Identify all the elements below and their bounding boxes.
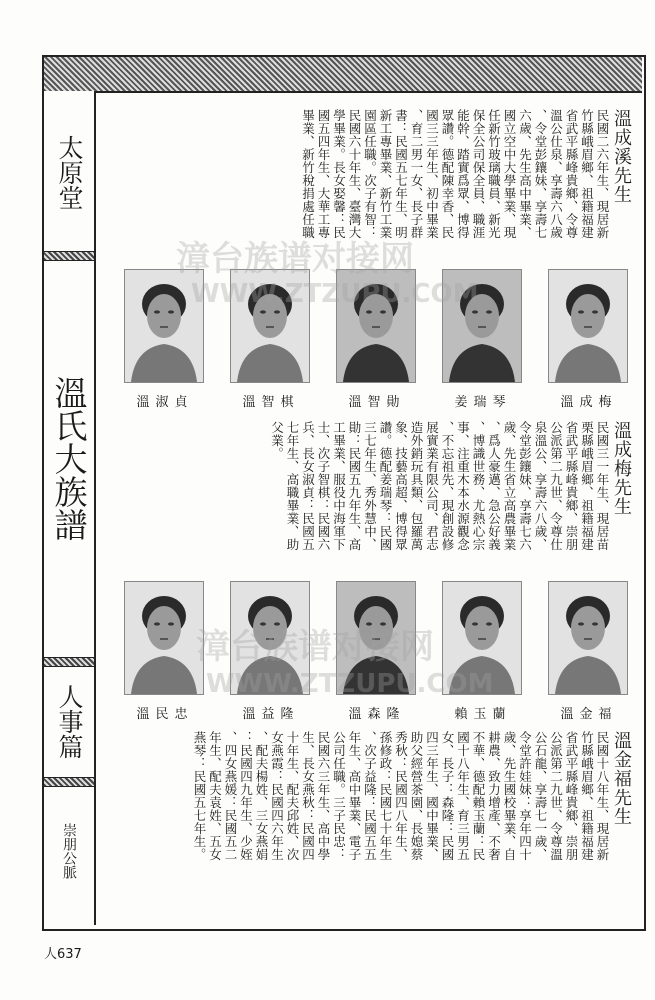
sidebar-section (44, 669, 94, 773)
bio-line: 造外銷玩具類、包羅萬 (409, 421, 424, 551)
bio-title-jinfu: 溫金福先生 (611, 731, 632, 826)
bio-line: ：民國四九年生、少姪 (238, 731, 254, 861)
bio-line: 、次子益隆：民國五五 (362, 731, 378, 861)
bio-line: 四三年生、國中畢業、 (424, 731, 440, 861)
bio-text-jinfu (192, 731, 611, 891)
sidebar-branch (44, 791, 94, 911)
bio-text-chengmei (269, 421, 610, 576)
portrait-caption: 溫智勛 (348, 395, 406, 410)
bio-line: 七年生、高職畢業、助 (285, 421, 300, 551)
bio-line: 國十八年生、育三男五 (455, 731, 471, 861)
portrait-photo (124, 581, 204, 695)
bio-line: 國五四年生、大華工專 (316, 109, 331, 239)
bio-line: 勛：民國五九年生、高 (347, 421, 362, 551)
bio-title-chengxi: 溫成溪先生 (611, 109, 632, 204)
bio-line: 公派第二九世、令尊溫 (548, 731, 564, 861)
bio-line: 竹縣峨眉鄉、祖籍福建 (579, 109, 595, 239)
bio-line: 民國六十年生、臺灣大 (347, 109, 362, 239)
sidebar-divider (44, 777, 94, 787)
top-decorative-band (44, 57, 642, 93)
bio-line: 、四女燕媛：民國五二 (223, 731, 238, 861)
watermark-cn: 漳台族谱对接网 (176, 239, 414, 279)
bio-line: 、爲人豪邁、急公好義 (486, 421, 502, 551)
sidebar-divider (44, 251, 94, 261)
bio-line: 國立空中大學畢業、現 (502, 109, 517, 239)
portrait-caption: 賴玉蘭 (454, 707, 512, 722)
bio-line: 省武平縣峰貴鄉、崇朋 (564, 421, 579, 551)
bio-line: 能幹、踏實爲眾、博得 (455, 109, 471, 239)
section-name: 人事篇 (55, 683, 84, 759)
bio-line: 書：民國五七年生、明 (393, 109, 409, 239)
bio-line: 、令堂彭鑲妹、享壽七 (533, 109, 548, 239)
bio-line: 六歲、先生高中畢業、 (517, 109, 533, 239)
bio-line: 眾讚。德配陳幸香、民 (440, 109, 455, 239)
bio-line: 耕農、致力增產、不奢 (486, 731, 502, 861)
bio-line: 生、長女燕秋：民國四 (300, 731, 316, 861)
bio-line: 三七年生、秀外慧中、 (362, 421, 378, 551)
watermark-cn: 漳台族谱对接网 (196, 627, 434, 667)
portrait-caption: 溫淑貞 (136, 395, 194, 410)
bio-line: 女燕霞：民國四六年生 (269, 731, 285, 861)
bio-line: 國三三年生、初中畢業 (424, 109, 440, 239)
bio-line: 歲、先生省立高農畢業 (502, 421, 517, 551)
bio-line: 任新竹玻璃職員、新光 (486, 109, 502, 239)
bio-line: 士、次子智棋：民國六 (316, 421, 331, 551)
bio-line: 學畢業。長女娶馨：民 (331, 109, 347, 239)
bio-line: 十年生、配夫邱姓、次 (285, 731, 300, 861)
bio-line: 泉溫公、享壽六八歲、 (533, 421, 548, 551)
bio-line: 民國六三年生、高中學 (316, 731, 331, 861)
bio-line: 、育二男一女、長子群 (409, 109, 424, 239)
bio-title-chengmei: 溫成梅先生 (611, 421, 632, 516)
sidebar (44, 91, 96, 925)
sidebar-book (44, 263, 94, 653)
bio-line: 保全公司保全員、職涯 (471, 109, 486, 239)
branch-name: 崇朋公脈 (61, 823, 77, 879)
bio-line: 民國三一年生、現居苗 (595, 421, 610, 551)
bio-line: 竹縣峨眉鄉、祖籍福建 (579, 731, 595, 861)
portrait-caption: 姜瑞琴 (454, 395, 512, 410)
bio-line: 省武平縣峰貴鄉、崇朋 (564, 731, 579, 861)
bio-line: 展實業有限公司、君志 (424, 421, 440, 551)
bio-line: 事、注重木本水源觀念 (455, 421, 471, 551)
sidebar-hall (44, 97, 94, 247)
bio-line: 年生、配夫袁姓、五女 (207, 731, 223, 861)
bio-line: 公石龍、享壽七一歲、 (533, 731, 548, 861)
page-number: 人637 (44, 947, 82, 962)
bio-line: 民國十八年生、現居新 (595, 731, 610, 861)
bio-line: 不華、德配賴玉蘭：民 (471, 731, 486, 861)
portrait-caption: 溫金福 (560, 707, 618, 722)
bio-line: 公司任職。三子民忠： (331, 731, 347, 861)
bio-line: 讚。德配姜瑞琴：民國 (378, 421, 393, 551)
bio-line: 栗縣峨眉鄉、祖籍福建 (579, 421, 595, 551)
bio-line: 兵、長女淑貞：民國五 (300, 421, 316, 551)
portrait-caption: 溫民忠 (136, 707, 194, 722)
bio-line: 歲、先生國校畢業、自 (502, 731, 517, 861)
bio-line: 秀秋：民國四八年生、 (393, 731, 409, 861)
portrait-photo (548, 269, 628, 383)
bio-line: 、不忘祖先、現創設修 (440, 421, 455, 551)
bio-line: 民國二六年生、現居新 (595, 109, 610, 239)
bio-line: 令堂許娃妹：享年四十 (517, 731, 533, 861)
bio-line: 省武平縣峰貴鄉、令尊 (564, 109, 579, 239)
bio-line: 公派第二九世、令尊仕 (548, 421, 564, 551)
bio-line: 工畢業、服役中海軍下 (331, 421, 347, 551)
book-title: 溫氏大族譜 (49, 375, 89, 541)
bio-line: 、博識世務、尤熱心宗 (471, 421, 486, 551)
bio-line: 父業。 (269, 421, 285, 460)
watermark-en: WWW.ZTZUPU.COM (191, 279, 479, 309)
portrait-photo (548, 581, 628, 695)
portrait-caption: 溫成梅 (560, 395, 618, 410)
hall-name: 太原堂 (55, 134, 84, 210)
portrait-caption: 溫益隆 (242, 707, 300, 722)
bio-line: 助父經營茶園、長媳蔡 (409, 731, 424, 861)
sidebar-divider (44, 657, 94, 667)
bio-line: 年生、高中畢業、電子 (347, 731, 362, 861)
bio-line: 園區任職。次子有智： (362, 109, 378, 239)
bio-line: 畢業、新竹稅捐處任職 (300, 109, 316, 239)
bio-line: 象、技藝高超、博得眾 (393, 421, 409, 551)
bio-line: 孫修政：民國七十年生 (378, 731, 393, 861)
bio-line: 女、長子：森隆：民國 (440, 731, 455, 861)
bio-line: 燕琴：民國五七年生。 (192, 731, 207, 861)
watermark-en: WWW.ZTZUPU.COM (206, 669, 494, 699)
portrait-caption: 溫智棋 (242, 395, 300, 410)
bio-line: 、配夫楊姓、三女燕娟 (254, 731, 269, 861)
content-area (96, 91, 640, 925)
bio-line: 溫公仕泉、享壽六八歲 (548, 109, 564, 239)
portrait-caption: 溫森隆 (348, 707, 406, 722)
bio-line: 新工專畢業、新竹工業 (378, 109, 393, 239)
bio-line: 令堂彭鑲妹、享壽七六 (517, 421, 533, 551)
